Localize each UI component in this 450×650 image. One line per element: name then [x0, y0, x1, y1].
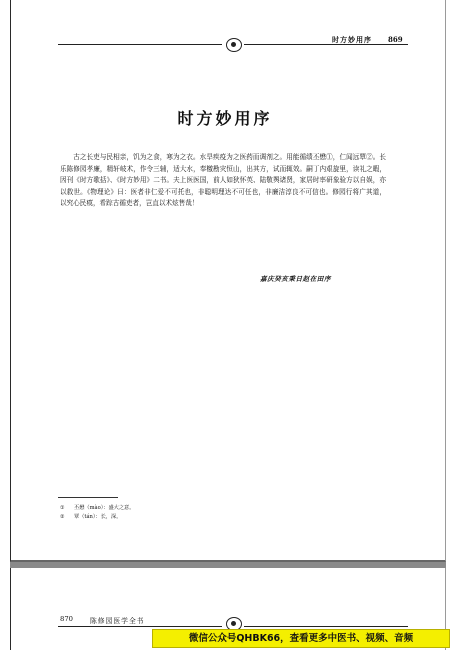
body-paragraph: 古之长吏与民相亲，饥为之食，寒为之衣。水旱疾疫为之医药而调剂之。用能循绩丕懋①，仁闻远覃②。长乐陈修园孝廉，精轩岐术，作令三辅，适大水，奉檄勘灾恒山，出其方，试而辄效。嗣丁内艰旋里，读礼之暇，因刊《时方歌括》、《时方妙用》二书。夫上医医国，前人如狄怀英、陆敬舆诸贤，家居时率研象验方以自娱，亦以救世。《物理论》曰：医者非仁爱不可托也，非聪明理达不可任也，非廉洁淳良不可信也。修园行将广其道，以究心民瘼，希踪古循吏者，岂直以术炫售哉！ — [60, 153, 386, 208]
footnote — [60, 505, 134, 512]
header-rule-right — [244, 626, 408, 627]
running-title: 时方妙用序 — [332, 35, 372, 44]
header-rule-right — [244, 44, 408, 45]
footnote-rule — [58, 497, 118, 498]
page-title: 时方妙用序 — [177, 109, 273, 128]
page-number: 870 — [60, 615, 73, 623]
footnote-text: 覃（tán）：长，深。 — [74, 514, 122, 520]
series-title: 陈修园医学全书 — [90, 617, 145, 625]
header-rule-left — [58, 44, 222, 45]
header-rule-left — [58, 626, 222, 627]
page-number: 869 — [388, 35, 403, 44]
preface-signature: 嘉庆癸亥秉日赵在田序 — [260, 275, 331, 283]
emblem-icon — [226, 38, 242, 52]
footnote-marker: ② — [60, 514, 65, 520]
footnote — [60, 514, 121, 521]
promo-banner: 微信公众号QHBK66，查看更多中医书、视频、音频 — [152, 629, 450, 648]
footnote-text: 丕懋（mào）：盛大之意。 — [74, 505, 135, 511]
footnote-marker: ① — [60, 505, 65, 511]
